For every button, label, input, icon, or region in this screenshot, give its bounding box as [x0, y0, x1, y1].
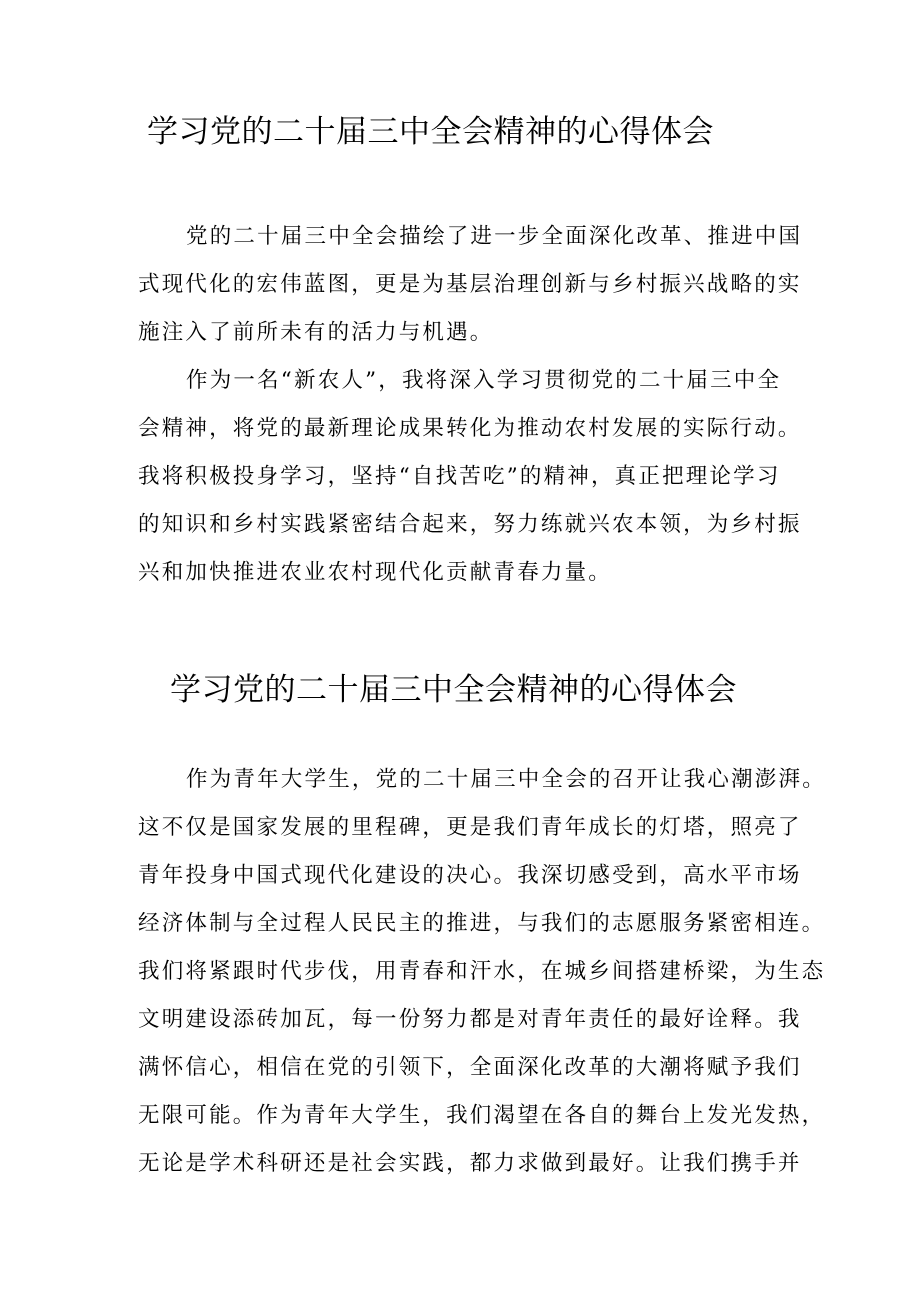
- section2-line-4: 经济体制与全过程人民民主的推进，与我们的志愿服务紧密相连。: [138, 911, 826, 936]
- section2-title: 学习党的二十届三中全会精神的心得体会: [170, 672, 737, 708]
- section2-line-9: 无论是学术科研还是社会实践，都力求做到最好。让我们携手并: [138, 1151, 802, 1176]
- section1-line-7: 的知识和乡村实践紧密结合起来，努力练就兴农本领，为乡村振: [138, 512, 802, 537]
- section2-line-1: 作为青年大学生，党的二十届三中全会的召开让我心潮澎湃。: [186, 767, 826, 792]
- section1-line-6: 我将积极投身学习，坚持“自找苦吃”的精神，真正把理论学习: [138, 464, 781, 489]
- section2-line-6: 文明建设添砖加瓦，每一份努力都是对青年责任的最好诠释。我: [138, 1007, 802, 1032]
- section2-line-3: 青年投身中国式现代化建设的决心。我深切感受到，高水平市场: [138, 863, 802, 888]
- section2-line-7: 满怀信心，相信在党的引领下，全面深化改革的大潮将赋予我们: [138, 1055, 802, 1080]
- section1-title: 学习党的二十届三中全会精神的心得体会: [147, 114, 714, 150]
- section1-line-2: 式现代化的宏伟蓝图，更是为基层治理创新与乡村振兴战略的实: [138, 272, 802, 297]
- section2-line-8: 无限可能。作为青年大学生，我们渴望在各自的舞台上发光发热，: [138, 1103, 826, 1128]
- section1-line-4: 作为一名“新农人”，我将深入学习贯彻党的二十届三中全: [186, 368, 782, 393]
- section1-line-5: 会精神，将党的最新理论成果转化为推动农村发展的实际行动。: [138, 416, 802, 441]
- section1-line-8: 兴和加快推进农业农村现代化贡献青春力量。: [138, 560, 613, 585]
- section1-line-1: 党的二十届三中全会描绘了进一步全面深化改革、推进中国: [186, 224, 803, 249]
- section2-line-2: 这不仅是国家发展的里程碑，更是我们青年成长的灯塔，照亮了: [138, 815, 802, 840]
- section2-line-5: 我们将紧跟时代步伐，用青春和汗水，在城乡间搭建桥梁，为生态: [138, 959, 826, 984]
- section1-line-3: 施注入了前所未有的活力与机遇。: [138, 320, 494, 345]
